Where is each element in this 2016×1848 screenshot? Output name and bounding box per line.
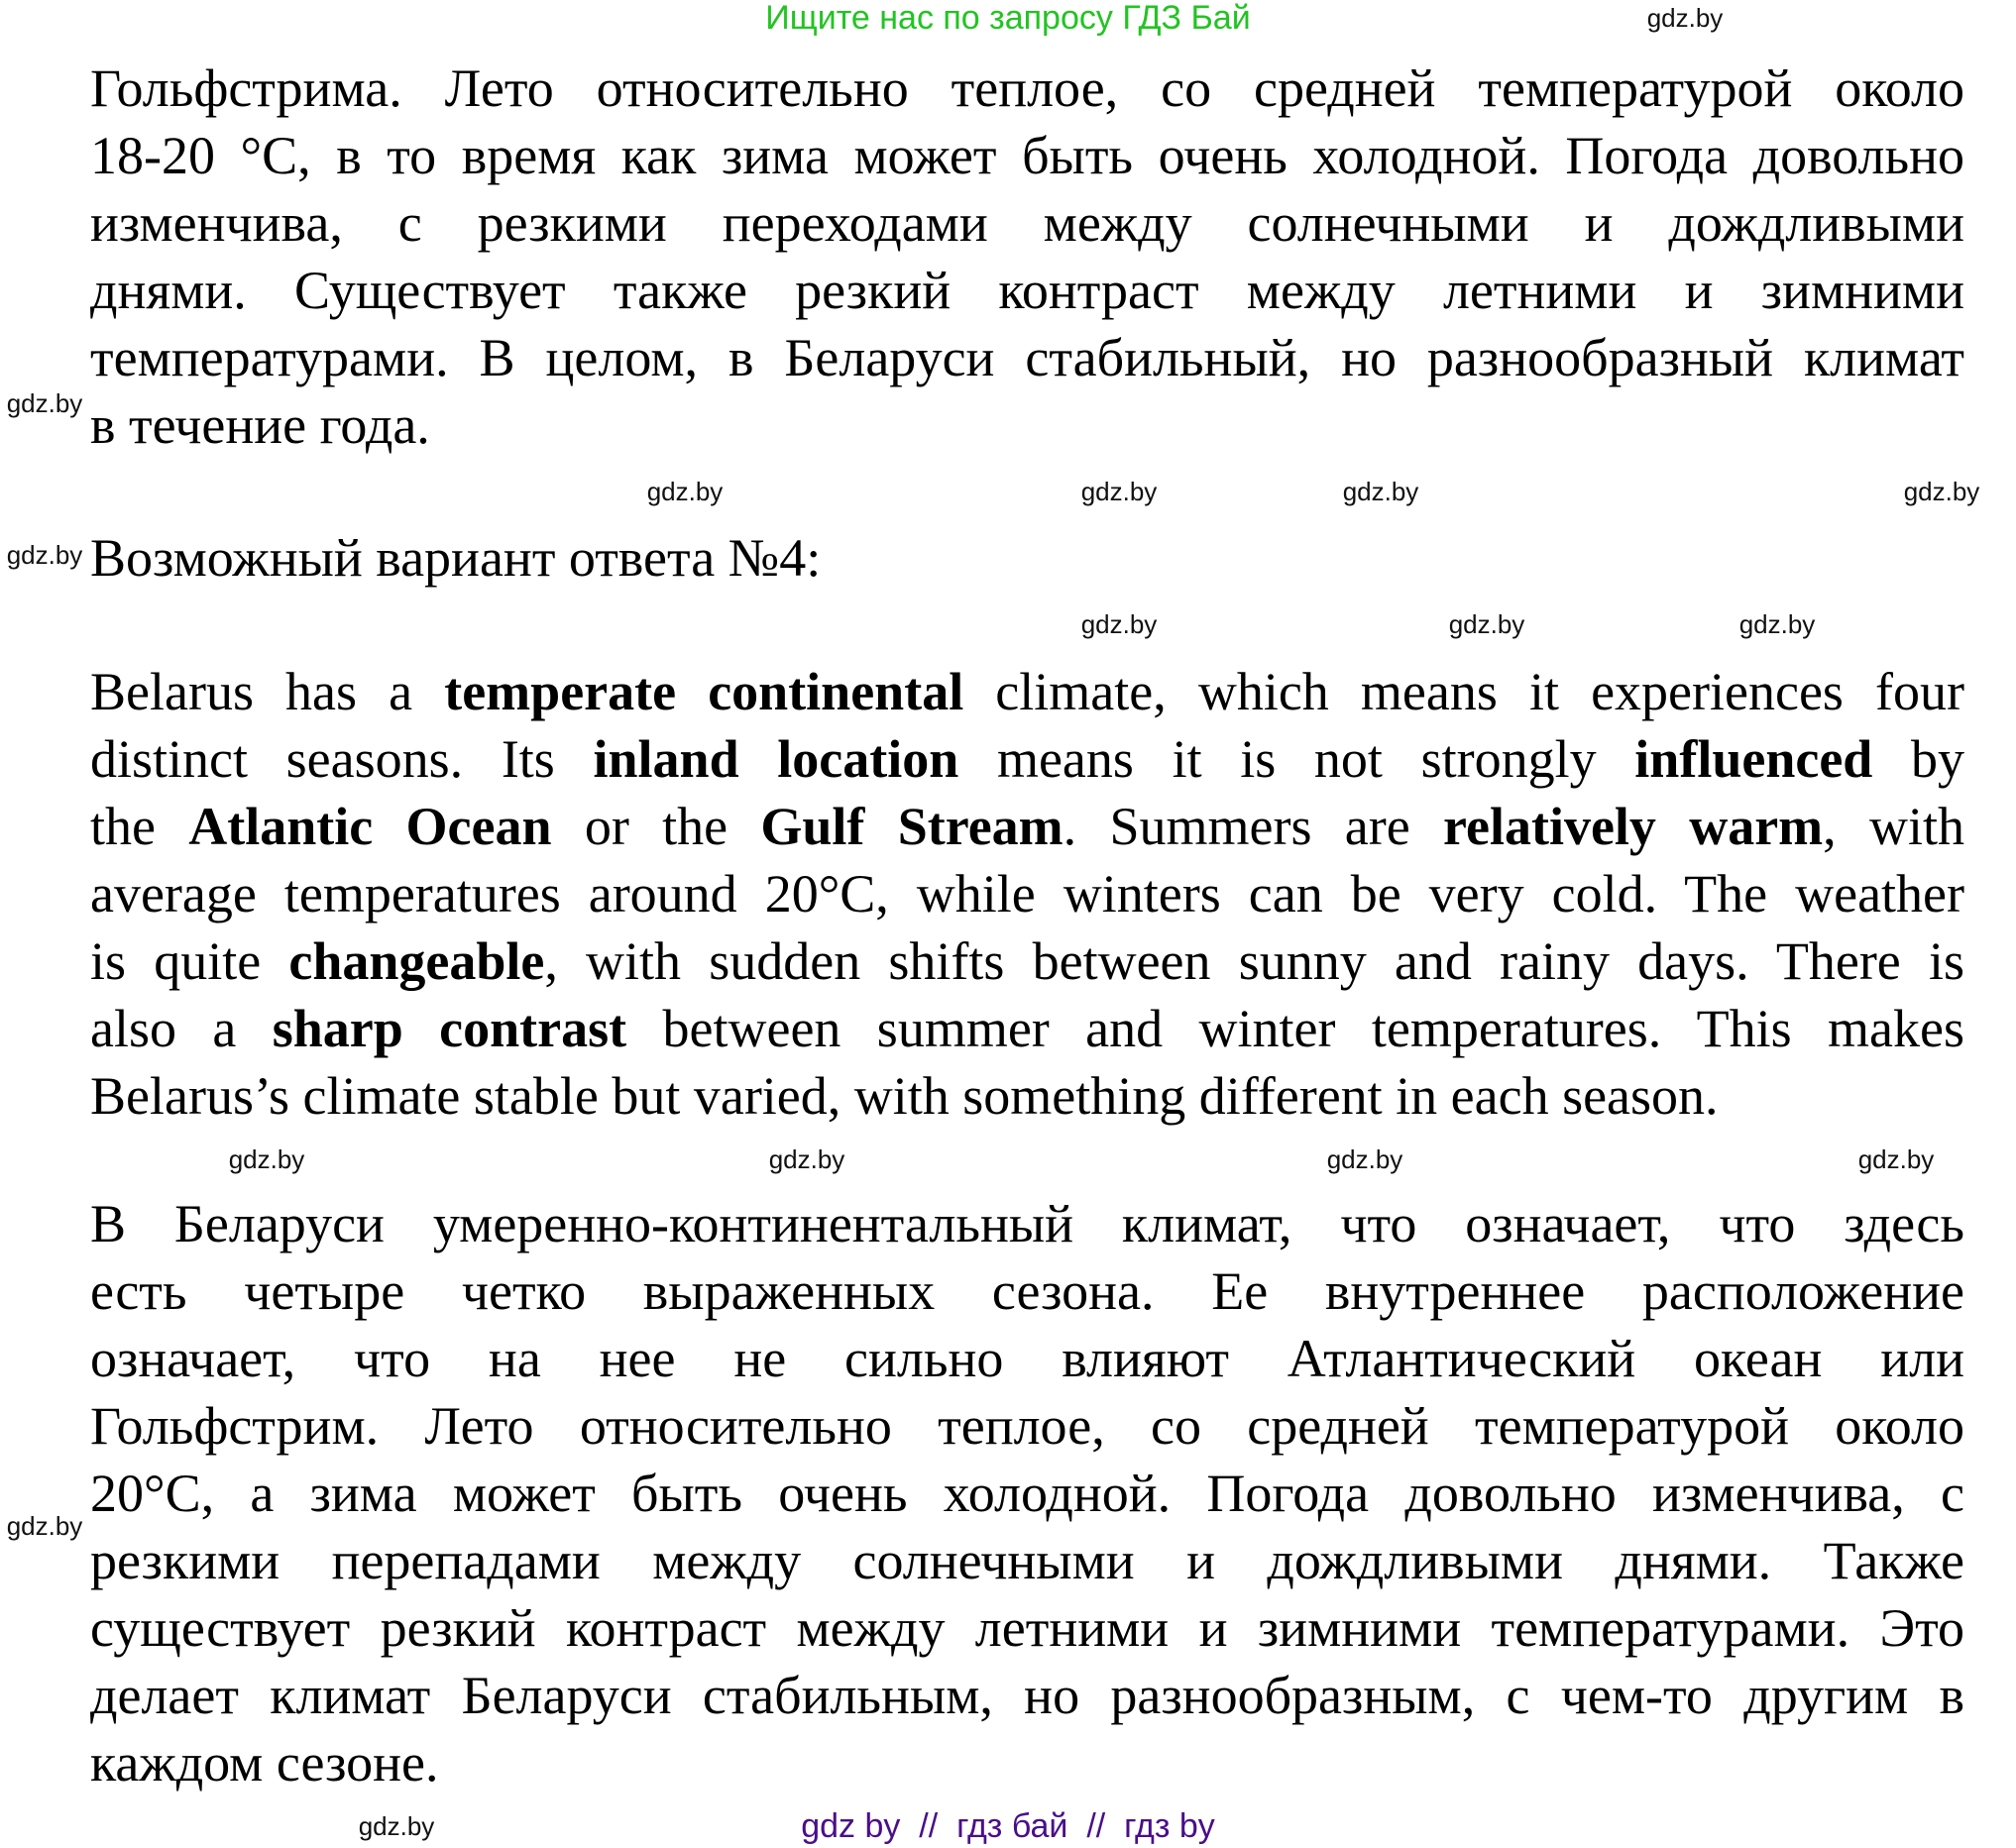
paragraph-english-answer (90, 658, 1964, 1130)
text-line (90, 1062, 1964, 1130)
watermark: gdz.by (1738, 609, 1816, 639)
bold-term: inland location (593, 729, 959, 789)
text-line (90, 658, 1964, 725)
paragraph-russian-translation (90, 1190, 1964, 1796)
watermark: gdz.by (1080, 609, 1158, 639)
text-segment: температурами. В целом, в Беларуси стабильный, но разнообразный климат (90, 328, 1964, 387)
text-line (90, 1257, 1964, 1325)
paragraph-russian-continued (90, 54, 1964, 459)
text-segment: изменчива, с резкими переходами между солнечными и дождливыми (90, 193, 1964, 253)
text-line (90, 1190, 1964, 1257)
text-segment: between summer and winter temperatures. This makes (626, 999, 1964, 1058)
text-segment: also a (90, 999, 273, 1058)
text-segment: by (1872, 729, 1965, 789)
text-line (90, 725, 1964, 793)
watermark: gdz.by (358, 1811, 435, 1841)
text-line (90, 1460, 1964, 1527)
search-hint-banner: Ищите нас по запросу ГДЗ Бай (765, 0, 1251, 37)
answer-variant-heading: Возможный вариант ответа №4: (90, 528, 822, 588)
text-line (90, 793, 1964, 860)
bold-term: temperate continental (444, 662, 964, 721)
text-segment: есть четыре четко выраженных сезона. Ее внутреннее расположение (90, 1261, 1964, 1321)
watermark: gdz.by (1326, 1144, 1403, 1174)
text-line (90, 927, 1964, 995)
text-segment: означает, что на нее не сильно влияют Атлантический океан или (90, 1329, 1964, 1388)
text-line (90, 995, 1964, 1062)
bold-term: sharp contrast (272, 999, 627, 1058)
text-segment: каждом сезоне. (90, 1733, 439, 1793)
text-segment: . Summers are (1063, 797, 1443, 856)
text-segment: 18-20 °C, в то время как зима может быть очень холодной. Погода довольно (90, 126, 1964, 185)
text-line (90, 1594, 1964, 1662)
text-segment: Гольфстрим. Лето относительно теплое, со средней температурой около (90, 1396, 1964, 1456)
text-line (90, 1729, 1964, 1796)
text-segment: means it is not strongly (958, 729, 1635, 789)
watermark: gdz.by (6, 388, 83, 418)
text-segment: is quite (90, 931, 289, 991)
text-segment: 20°C, а зима может быть очень холодной. Погода довольно изменчива, с (90, 1464, 1964, 1523)
text-line (90, 54, 1964, 122)
watermark: gdz.by (646, 477, 724, 506)
bold-term: influenced (1634, 729, 1873, 789)
footer-site-links: gdz by // гдз бай // гдз by (801, 1807, 1215, 1845)
bold-term: relatively warm (1443, 797, 1824, 856)
text-segment: существует резкий контраст между летними и зимними температурами. Это (90, 1598, 1964, 1658)
text-segment: Belarus’s climate stable but varied, with something different in each season. (90, 1066, 1719, 1126)
text-line (90, 860, 1964, 927)
watermark: gdz.by (768, 1144, 845, 1174)
text-segment: Гольфстрима. Лето относительно теплое, со средней температурой около (90, 58, 1964, 118)
watermark: gdz.by (228, 1144, 305, 1174)
text-line (90, 122, 1964, 189)
text-segment: Belarus has a (90, 662, 445, 721)
text-segment: делает климат Беларуси стабильным, но разнообразным, с чем-то другим в (90, 1666, 1964, 1725)
text-line (90, 1392, 1964, 1460)
text-segment: в течение года. (90, 395, 430, 455)
text-line (90, 1325, 1964, 1392)
text-segment: , with (1823, 797, 1964, 856)
text-segment: or the (551, 797, 761, 856)
text-segment: climate, which means it experiences four (963, 662, 1964, 721)
text-segment: днями. Существует также резкий контраст между летними и зимними (90, 261, 1964, 320)
watermark: gdz.by (6, 1511, 83, 1541)
text-line (90, 1527, 1964, 1594)
text-line (90, 324, 1964, 391)
watermark: gdz.by (1080, 477, 1158, 506)
bold-term: changeable (288, 931, 545, 991)
watermark: gdz.by (1903, 477, 1980, 506)
text-segment: the (90, 797, 189, 856)
text-line (90, 257, 1964, 324)
text-segment: резкими перепадами между солнечными и дождливыми днями. Также (90, 1531, 1964, 1590)
bold-term: Gulf Stream (760, 797, 1064, 856)
watermark: gdz.by (1857, 1144, 1935, 1174)
text-segment: В Беларуси умеренно-континентальный климат, что означает, что здесь (90, 1194, 1964, 1253)
text-line (90, 189, 1964, 257)
watermark: gdz.by (1448, 609, 1525, 639)
text-segment: , with sudden shifts between sunny and rainy days. There is (544, 931, 1964, 991)
watermark: gdz.by (6, 540, 83, 570)
watermark: gdz.by (1646, 3, 1724, 33)
text-line (90, 391, 1964, 459)
bold-term: Atlantic Ocean (188, 797, 552, 856)
text-segment: average temperatures around 20°C, while winters can be very cold. The weather (90, 864, 1964, 924)
watermark: gdz.by (1342, 477, 1419, 506)
text-line (90, 1662, 1964, 1729)
text-segment: distinct seasons. Its (90, 729, 594, 789)
